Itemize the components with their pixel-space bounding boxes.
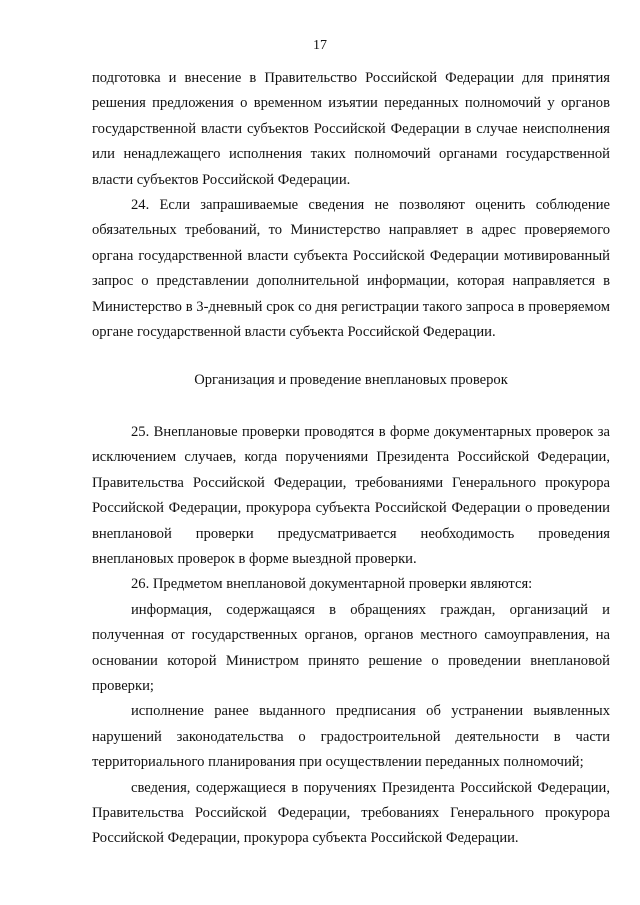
paragraph-24: 24. Если запрашиваемые сведения не позволяют оценить соблюдение обязательных требований, то Министерство направляет в адрес проверяемого органа государственной власти субъекта Российской Федерации мотивированный запрос о представлении дополнительной информации, которая направляется в Министерство в 3-дневный срок со дня регистрации такого запроса в проверяемом органе государственной власти субъекта Российской Федерации.	[92, 197, 610, 341]
paragraph-continuation: подготовка и внесение в Правительство Российской Федерации для принятия решения предложения о временном изъятии переданных полномочий у органов государственной власти субъектов Российской Федерации в случае неисполнения или ненадлежащего исполнения таких полномочий органами государственной власти субъектов Российской Федерации.	[92, 70, 610, 188]
paragraph-26-item-3: сведения, содержащиеся в поручениях Президента Российской Федерации, Правительства Российской Федерации, требованиях Генерального прокурора Российской Федерации, прокурора субъекта Российской Федерации.	[92, 779, 610, 847]
paragraph-26-item-2: исполнение ранее выданного предписания об устранении выявленных нарушений законодательства о градостроительной деятельности в части территориального планирования при осуществлении переданных полномочий;	[92, 703, 610, 771]
document-body	[92, 66, 610, 852]
page-number: 17	[313, 38, 327, 53]
section-heading: Организация и проведение внеплановых проверок	[194, 372, 508, 389]
paragraph-25: 25. Внеплановые проверки проводятся в форме документарных проверок за исключением случаев, когда поручениями Президента Российской Федерации, Правительства Российской Федерации, требованиями Генерального прокурора Российской Федерации, прокурора субъекта Российской Федерации о проведении внеплановой проверки предусматривается необходимость проведения внеплановых проверок в форме выездной проверки.	[92, 423, 610, 567]
paragraph-26-item-1: информация, содержащаяся в обращениях граждан, организаций и полученная от государственных органов, органов местного самоуправления, на основании которой Министром принято решение о проведении внеплановой проверки;	[92, 601, 610, 694]
paragraph-26: 26. Предметом внеплановой документарной проверки являются:	[131, 576, 533, 593]
